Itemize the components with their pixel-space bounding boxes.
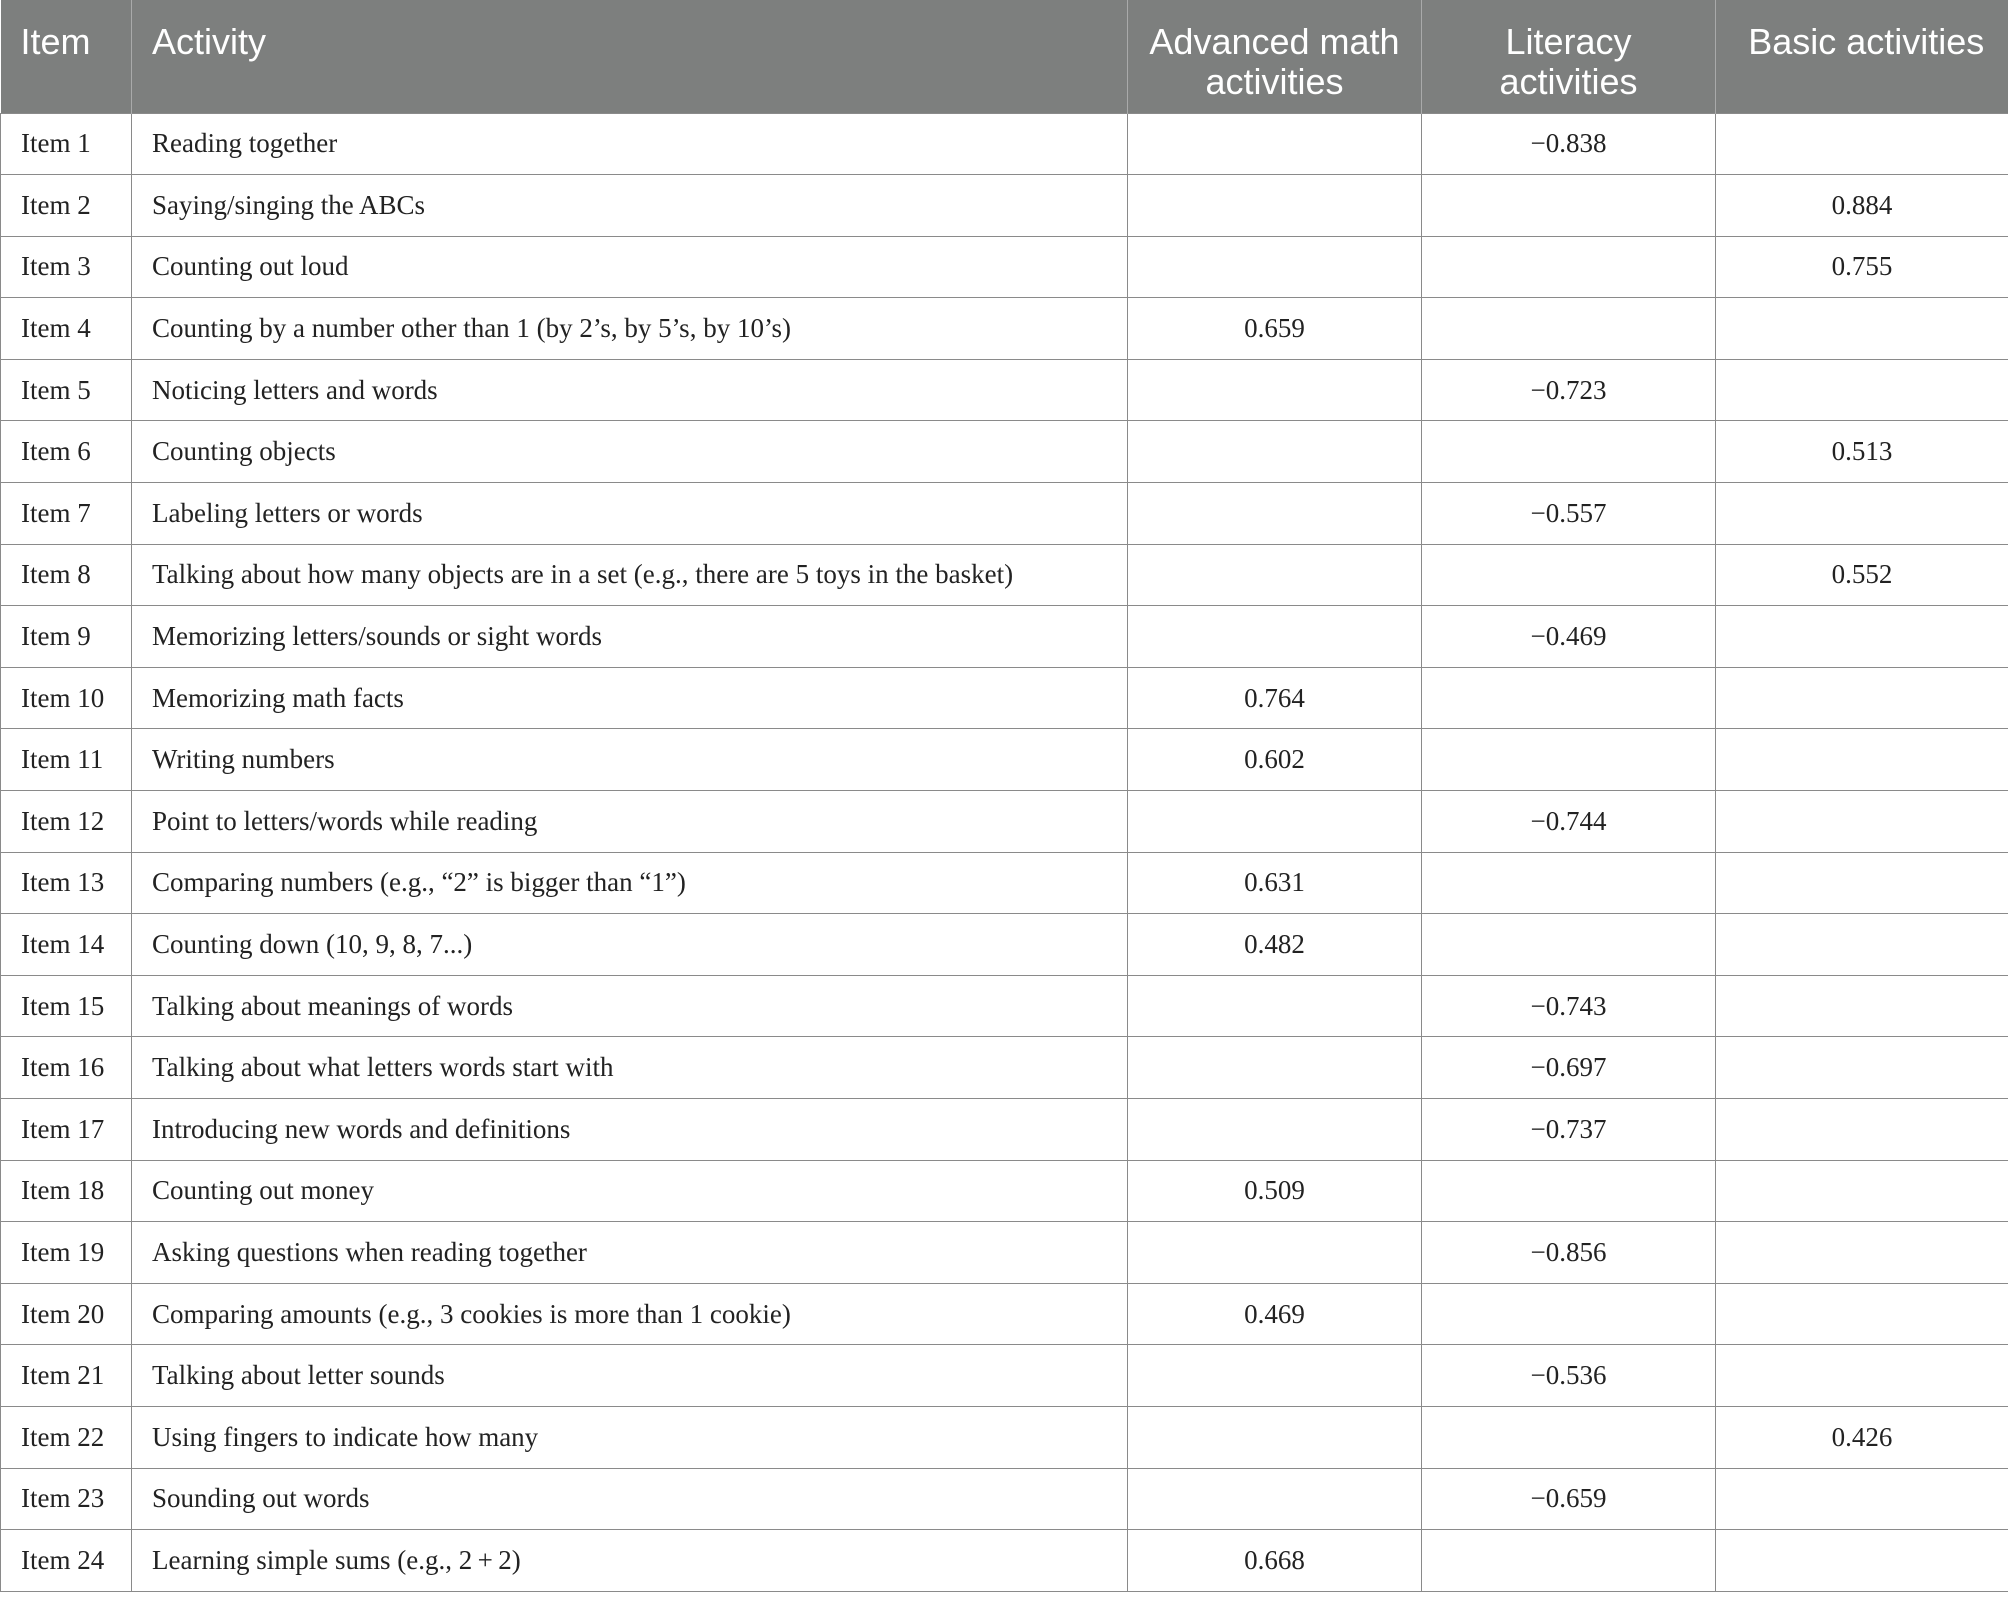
header-row <box>1 0 2008 113</box>
table-row <box>1 1345 2008 1407</box>
cell-basic <box>1716 606 2008 668</box>
cell-basic <box>1716 1283 2008 1345</box>
cell-advanced-math <box>1128 1468 1422 1530</box>
table-row <box>1 791 2008 853</box>
cell-literacy <box>1422 914 1716 976</box>
cell-activity: Talking about letter sounds <box>132 1345 1128 1407</box>
table-body <box>1 113 2008 1591</box>
cell-literacy <box>1422 421 1716 483</box>
cell-item: Item 20 <box>1 1283 132 1345</box>
header-advanced-math: Advanced math activities <box>1128 0 1422 113</box>
cell-literacy: −0.469 <box>1422 606 1716 668</box>
table-row <box>1 236 2008 298</box>
cell-advanced-math <box>1128 421 1422 483</box>
cell-literacy: −0.743 <box>1422 975 1716 1037</box>
cell-item: Item 9 <box>1 606 132 668</box>
cell-activity: Counting out loud <box>132 236 1128 298</box>
cell-literacy <box>1422 1283 1716 1345</box>
cell-basic <box>1716 1160 2008 1222</box>
cell-item: Item 13 <box>1 852 132 914</box>
cell-basic <box>1716 1037 2008 1099</box>
cell-activity: Reading together <box>132 113 1128 175</box>
cell-activity: Sounding out words <box>132 1468 1128 1530</box>
cell-basic: 0.884 <box>1716 175 2008 237</box>
cell-literacy <box>1422 1530 1716 1592</box>
cell-literacy <box>1422 298 1716 360</box>
cell-advanced-math <box>1128 1406 1422 1468</box>
table-row <box>1 175 2008 237</box>
cell-literacy: −0.723 <box>1422 359 1716 421</box>
cell-basic <box>1716 1468 2008 1530</box>
cell-item: Item 12 <box>1 791 132 853</box>
cell-activity: Asking questions when reading together <box>132 1222 1128 1284</box>
cell-activity: Memorizing letters/sounds or sight words <box>132 606 1128 668</box>
table-row <box>1 483 2008 545</box>
cell-advanced-math: 0.668 <box>1128 1530 1422 1592</box>
cell-literacy: −0.697 <box>1422 1037 1716 1099</box>
cell-advanced-math <box>1128 113 1422 175</box>
table-row <box>1 1468 2008 1530</box>
cell-advanced-math: 0.631 <box>1128 852 1422 914</box>
cell-activity: Noticing letters and words <box>132 359 1128 421</box>
cell-advanced-math: 0.482 <box>1128 914 1422 976</box>
cell-item: Item 19 <box>1 1222 132 1284</box>
cell-item: Item 16 <box>1 1037 132 1099</box>
cell-literacy <box>1422 175 1716 237</box>
table-row <box>1 1530 2008 1592</box>
cell-advanced-math <box>1128 791 1422 853</box>
cell-activity: Introducing new words and definitions <box>132 1099 1128 1161</box>
table-row <box>1 544 2008 606</box>
cell-activity: Using fingers to indicate how many <box>132 1406 1128 1468</box>
table-row <box>1 914 2008 976</box>
cell-advanced-math <box>1128 1037 1422 1099</box>
cell-literacy <box>1422 729 1716 791</box>
cell-basic <box>1716 852 2008 914</box>
cell-basic <box>1716 791 2008 853</box>
cell-basic <box>1716 729 2008 791</box>
cell-basic <box>1716 1222 2008 1284</box>
cell-basic <box>1716 914 2008 976</box>
table-row <box>1 1283 2008 1345</box>
header-basic: Basic activities <box>1716 0 2008 113</box>
cell-advanced-math: 0.602 <box>1128 729 1422 791</box>
table-row <box>1 359 2008 421</box>
cell-item: Item 1 <box>1 113 132 175</box>
cell-advanced-math <box>1128 359 1422 421</box>
cell-activity: Comparing numbers (e.g., “2” is bigger than “1”) <box>132 852 1128 914</box>
cell-item: Item 23 <box>1 1468 132 1530</box>
cell-activity: Writing numbers <box>132 729 1128 791</box>
table-row <box>1 975 2008 1037</box>
cell-activity: Counting by a number other than 1 (by 2’s, by 5’s, by 10’s) <box>132 298 1128 360</box>
table-row <box>1 1406 2008 1468</box>
table-row <box>1 606 2008 668</box>
cell-item: Item 2 <box>1 175 132 237</box>
cell-literacy <box>1422 667 1716 729</box>
cell-item: Item 3 <box>1 236 132 298</box>
cell-basic <box>1716 483 2008 545</box>
cell-literacy <box>1422 236 1716 298</box>
cell-literacy: −0.856 <box>1422 1222 1716 1284</box>
header-literacy: Literacy activities <box>1422 0 1716 113</box>
cell-literacy: −0.536 <box>1422 1345 1716 1407</box>
table-row <box>1 852 2008 914</box>
cell-activity: Learning simple sums (e.g., 2 + 2) <box>132 1530 1128 1592</box>
cell-item: Item 14 <box>1 914 132 976</box>
cell-item: Item 21 <box>1 1345 132 1407</box>
header-item: Item <box>1 0 132 113</box>
cell-basic <box>1716 975 2008 1037</box>
cell-advanced-math <box>1128 483 1422 545</box>
cell-activity: Talking about meanings of words <box>132 975 1128 1037</box>
cell-activity: Counting out money <box>132 1160 1128 1222</box>
cell-literacy <box>1422 544 1716 606</box>
table-row <box>1 1222 2008 1284</box>
cell-literacy <box>1422 1406 1716 1468</box>
cell-literacy: −0.557 <box>1422 483 1716 545</box>
cell-advanced-math <box>1128 1345 1422 1407</box>
cell-item: Item 6 <box>1 421 132 483</box>
cell-literacy: −0.659 <box>1422 1468 1716 1530</box>
cell-activity: Talking about what letters words start with <box>132 1037 1128 1099</box>
cell-activity: Labeling letters or words <box>132 483 1128 545</box>
cell-item: Item 10 <box>1 667 132 729</box>
cell-advanced-math: 0.509 <box>1128 1160 1422 1222</box>
cell-literacy: −0.744 <box>1422 791 1716 853</box>
cell-basic <box>1716 667 2008 729</box>
table-row <box>1 298 2008 360</box>
cell-item: Item 4 <box>1 298 132 360</box>
cell-item: Item 18 <box>1 1160 132 1222</box>
cell-activity: Point to letters/words while reading <box>132 791 1128 853</box>
cell-activity: Counting objects <box>132 421 1128 483</box>
cell-item: Item 15 <box>1 975 132 1037</box>
table-row <box>1 1037 2008 1099</box>
cell-advanced-math: 0.659 <box>1128 298 1422 360</box>
cell-basic <box>1716 1530 2008 1592</box>
header-activity: Activity <box>132 0 1128 113</box>
cell-advanced-math <box>1128 236 1422 298</box>
table-row <box>1 113 2008 175</box>
cell-basic: 0.755 <box>1716 236 2008 298</box>
cell-basic <box>1716 113 2008 175</box>
cell-item: Item 17 <box>1 1099 132 1161</box>
cell-advanced-math: 0.764 <box>1128 667 1422 729</box>
cell-activity: Counting down (10, 9, 8, 7...) <box>132 914 1128 976</box>
cell-basic: 0.513 <box>1716 421 2008 483</box>
cell-item: Item 8 <box>1 544 132 606</box>
cell-advanced-math <box>1128 1099 1422 1161</box>
table-row <box>1 729 2008 791</box>
cell-activity: Talking about how many objects are in a set (e.g., there are 5 toys in the basket) <box>132 544 1128 606</box>
cell-basic <box>1716 359 2008 421</box>
cell-advanced-math <box>1128 544 1422 606</box>
cell-basic <box>1716 1099 2008 1161</box>
cell-advanced-math: 0.469 <box>1128 1283 1422 1345</box>
cell-item: Item 7 <box>1 483 132 545</box>
cell-item: Item 24 <box>1 1530 132 1592</box>
cell-basic <box>1716 298 2008 360</box>
cell-advanced-math <box>1128 606 1422 668</box>
cell-literacy <box>1422 1160 1716 1222</box>
cell-literacy <box>1422 852 1716 914</box>
cell-activity: Comparing amounts (e.g., 3 cookies is more than 1 cookie) <box>132 1283 1128 1345</box>
cell-advanced-math <box>1128 1222 1422 1284</box>
table-row <box>1 667 2008 729</box>
cell-item: Item 11 <box>1 729 132 791</box>
cell-basic: 0.426 <box>1716 1406 2008 1468</box>
cell-basic <box>1716 1345 2008 1407</box>
cell-basic: 0.552 <box>1716 544 2008 606</box>
cell-advanced-math <box>1128 175 1422 237</box>
cell-literacy: −0.838 <box>1422 113 1716 175</box>
cell-activity: Saying/singing the ABCs <box>132 175 1128 237</box>
table-row <box>1 421 2008 483</box>
cell-literacy: −0.737 <box>1422 1099 1716 1161</box>
cell-advanced-math <box>1128 975 1422 1037</box>
table-header <box>1 0 2008 113</box>
cell-item: Item 5 <box>1 359 132 421</box>
cell-item: Item 22 <box>1 1406 132 1468</box>
table-row <box>1 1099 2008 1161</box>
cell-activity: Memorizing math facts <box>132 667 1128 729</box>
table-row <box>1 1160 2008 1222</box>
